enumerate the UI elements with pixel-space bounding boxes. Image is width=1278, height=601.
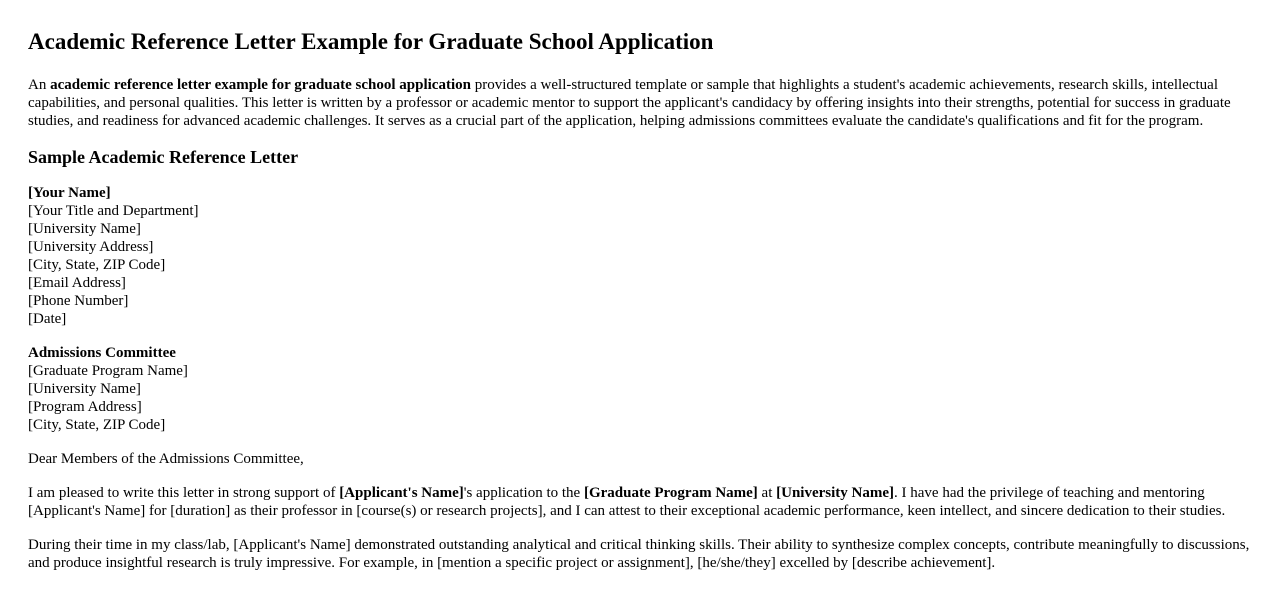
recipient-address: [Program Address] [28,399,142,415]
sample-heading: Sample Academic Reference Letter [28,147,299,167]
sender-address-block [28,184,1258,328]
recipient-address-block [28,344,1258,434]
sender-city: [City, State, ZIP Code] [28,257,166,273]
recipient-name: Admissions Committee [28,345,176,361]
recipient-program: [Graduate Program Name] [28,363,188,379]
program-name: [Graduate Program Name] [583,485,758,501]
sender-university: [University Name] [28,221,141,237]
para1-text-3: at [757,485,777,501]
letter-paragraph-1 [28,484,1258,520]
recipient-city: [City, State, ZIP Code] [28,417,166,433]
intro-paragraph [28,76,1258,130]
letter-date: [Date] [28,311,67,327]
sender-name: [Your Name] [28,185,111,201]
para1-text-2: 's application to the [463,485,584,501]
university-name: [University Name] [776,485,895,501]
intro-suffix: provides a well-structured template or sample that highlights a student's academic achievements, research skills, intellectual capabilities, and personal qualities. This letter is written by a professor or academic mentor to support the applicant's candidacy by offering insights into their strengths, potential for success in graduate studies, and readiness for advanced academic challenges. It serves as a crucial part of the application, helping admissions committees evaluate the candidate's qualifications and fit for the program. [28,77,1231,129]
sender-address: [University Address] [28,239,154,255]
applicant-name: [Applicant's Name] [339,485,464,501]
intro-bold-term: academic reference letter example for graduate school application [50,77,471,93]
para1-text-4: . I have had the privilege of teaching and mentoring [Applicant's Name] for [duration] as their professor in [course(s) or research projects], and I can attest to their exceptional academic performance, keen intellect, and sincere dedication to their studies. [28,485,1226,519]
document-page [28,28,1258,588]
recipient-university: [University Name] [28,381,141,397]
sender-email: [Email Address] [28,275,126,291]
para1-text-1: I am pleased to write this letter in strong support of [28,485,340,501]
intro-prefix: An [28,77,51,93]
page-title: Academic Reference Letter Example for Graduate School Application [28,29,714,54]
sender-title: [Your Title and Department] [28,203,199,219]
salutation: Dear Members of the Admissions Committee, [28,451,304,467]
letter-paragraph-2: During their time in my class/lab, [Applicant's Name] demonstrated outstanding analytical and critical thinking skills. Their ability to synthesize complex concepts, contribute meaningfully to discussions, and produce insightful research is truly impressive. For example, in [mention a specific project or assignment], [he/she/they] excelled by [describe achievement]. [28,537,1250,571]
sender-phone: [Phone Number] [28,293,129,309]
